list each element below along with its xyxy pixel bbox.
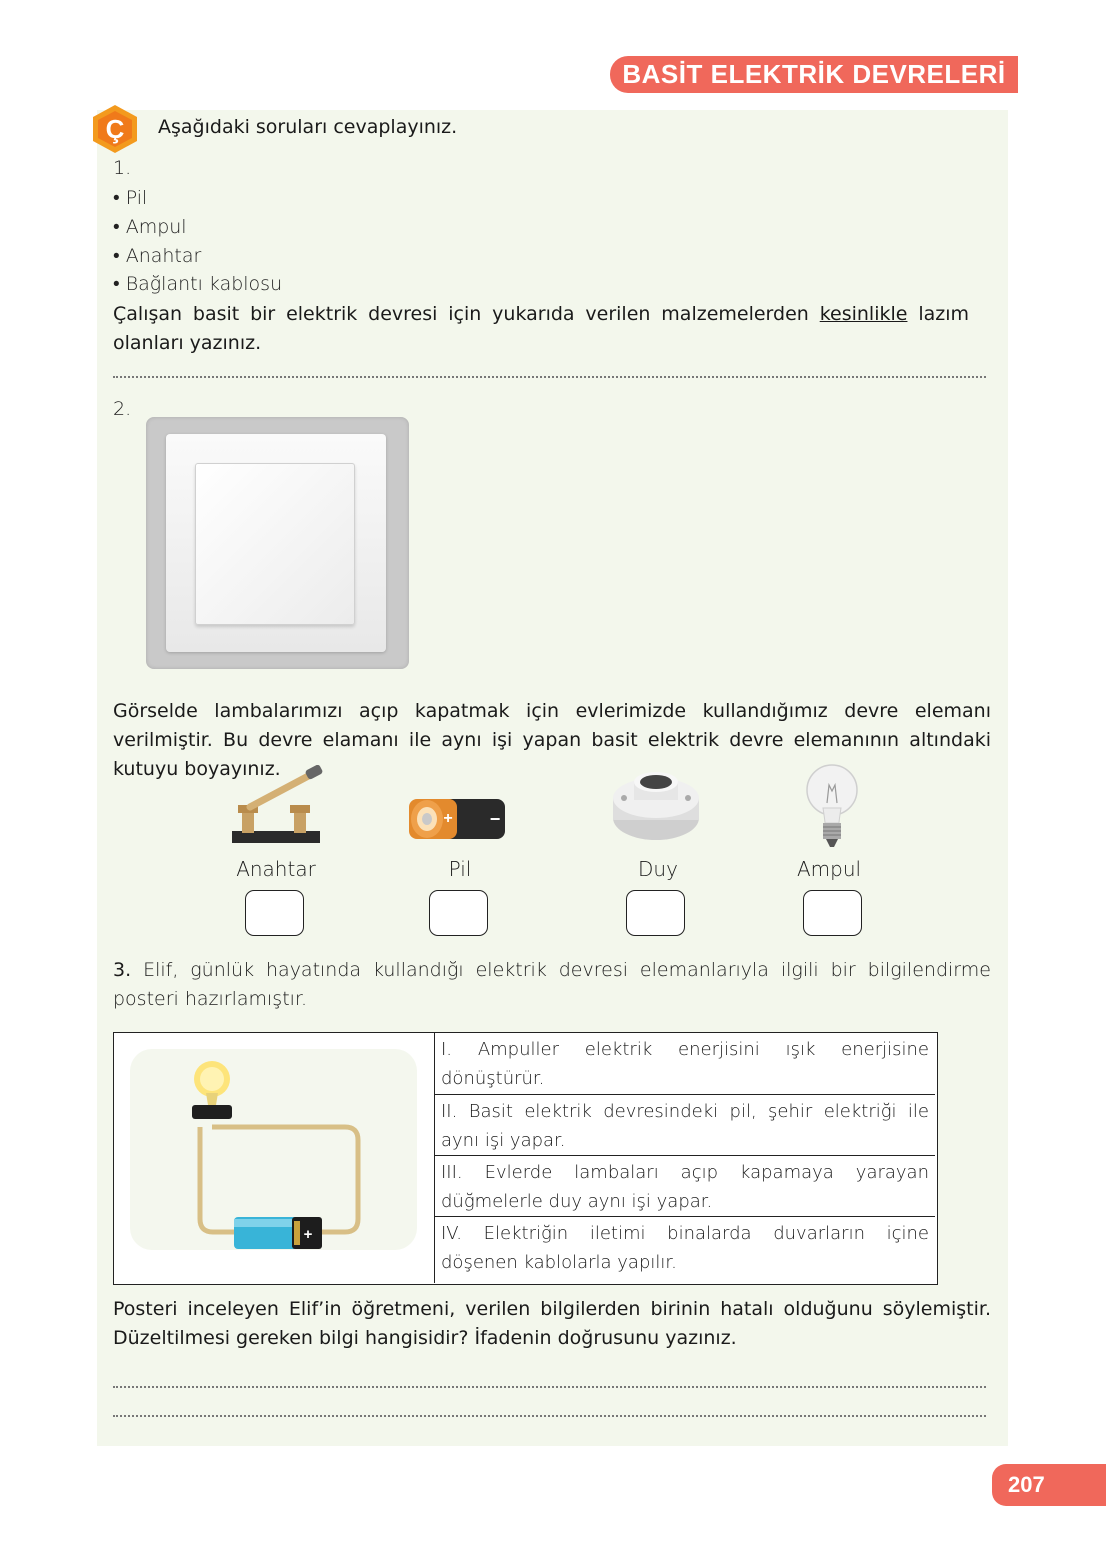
- option-label-ampul: Ampul: [796, 857, 862, 881]
- knife-switch-icon: [228, 765, 324, 847]
- lamp-socket-icon: [610, 768, 702, 844]
- poster-battery-plus: +: [303, 1226, 313, 1243]
- q3-intro: [113, 956, 991, 1014]
- q3-question: Posteri inceleyen Elif’in öğretmeni, verilen bilgilerden birinin hatalı olduğunu söylemiştir. Düzeltilmesi gereken bilgi hangisidir? İfadenin doğrusunu yazınız.: [113, 1298, 991, 1349]
- checkbox-duy[interactable]: [626, 890, 685, 936]
- battery-plus-sign: +: [443, 810, 453, 827]
- section-badge-letter: Ç: [105, 114, 125, 144]
- info-poster: [113, 1032, 938, 1285]
- q2-number: 2.: [113, 398, 132, 420]
- statement-4: IV. Elektriğin iletimi binalarda duvarların içine döşenen kablolarla yapılır.: [434, 1217, 935, 1283]
- q1-question-part1: Çalışan basit bir elektrik devresi için yukarıda verilen malzemelerden: [113, 303, 809, 325]
- checkbox-pil[interactable]: [429, 890, 488, 936]
- checkbox-anahtar[interactable]: [245, 890, 304, 936]
- q3-answer-line[interactable]: [113, 1386, 986, 1388]
- q2-question: Görselde lambalarımızı açıp kapatmak için evlerimizde kullandığımız devre elemanı verilmiştir. Bu devre elamanı ile aynı işi yapan basit elektrik devre elemanının altındaki kutuyu boyayınız.: [113, 700, 991, 780]
- switch-plate: [166, 434, 386, 652]
- section-badge-icon: [89, 103, 141, 155]
- battery-minus-sign: −: [489, 809, 501, 829]
- option-label-anahtar: Anahtar: [236, 857, 316, 881]
- q3-number: 3.: [113, 959, 132, 981]
- light-bulb-icon: [803, 763, 861, 849]
- q1-question: [113, 300, 969, 358]
- option-label-pil: Pil: [448, 857, 472, 881]
- q3-intro-text: Elif, günlük hayatında kullandığı elektrik devresi elemanlarıyla ilgili bir bilgilendirme posteri hazırlamıştır.: [113, 959, 991, 1010]
- q1-item: • Pil: [113, 187, 148, 209]
- q1-question-emphasis: kesinlikle: [819, 303, 908, 325]
- chapter-title-banner: BASİT ELEKTRİK DEVRELERİ: [610, 56, 1018, 93]
- option-label-duy: Duy: [638, 857, 678, 881]
- q1-answer-line[interactable]: [113, 376, 986, 378]
- q3-answer-line[interactable]: [113, 1415, 986, 1417]
- q1-item: • Anahtar: [113, 245, 202, 267]
- statement-3: III. Evlerde lambaları açıp kapamaya yarayan düğmelerle duy aynı işi yapar.: [434, 1156, 935, 1217]
- circuit-diagram-icon: [130, 1049, 417, 1250]
- switch-rocker: [195, 463, 355, 625]
- page-number: 207: [992, 1464, 1106, 1506]
- section-instruction: Aşağıdaki soruları cevaplayınız.: [158, 116, 458, 138]
- statement-1: I. Ampuller elektrik enerjisini ışık enerjisine dönüştürür.: [434, 1033, 935, 1095]
- q1-question-part2: lazım olanları yazınız.: [113, 303, 969, 354]
- battery-icon: [405, 793, 507, 845]
- statement-2: II. Basit elektrik devresindeki pil, şehir elektriği ile aynı işi yapar.: [434, 1095, 935, 1156]
- q1-item: • Ampul: [113, 216, 187, 238]
- q1-number: 1.: [113, 157, 132, 179]
- checkbox-ampul[interactable]: [803, 890, 862, 936]
- light-switch-image: [146, 417, 409, 669]
- q1-item: • Bağlantı kablosu: [113, 273, 283, 295]
- circuit-illustration: [130, 1049, 417, 1250]
